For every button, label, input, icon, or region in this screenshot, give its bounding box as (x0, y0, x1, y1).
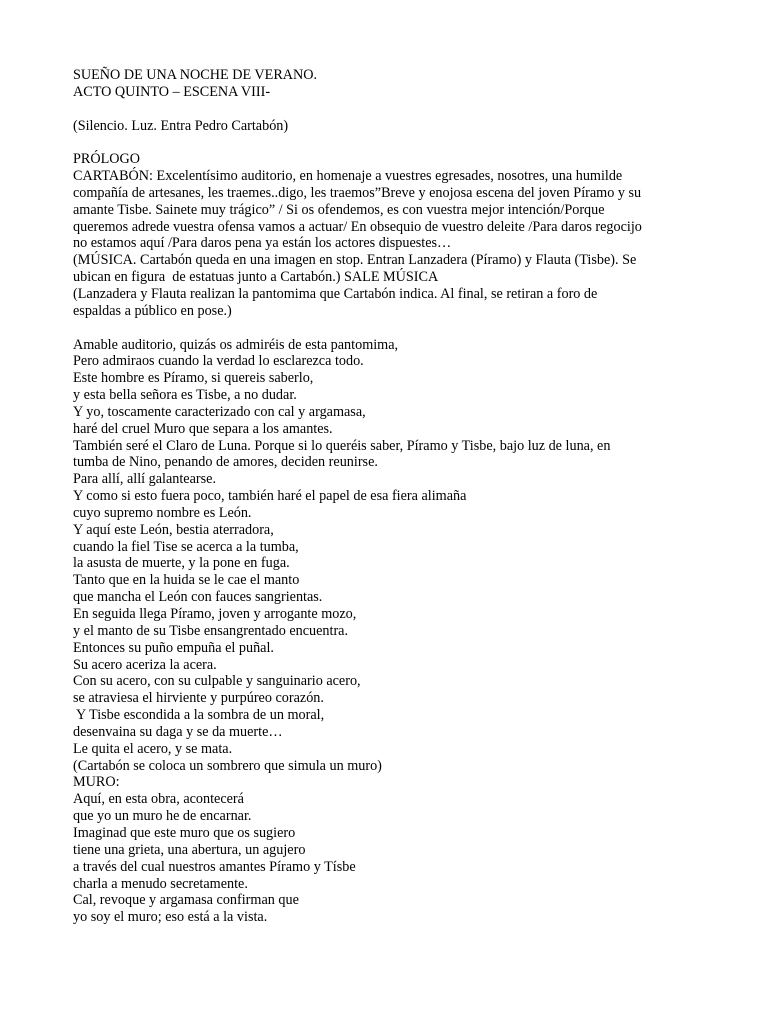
verse-line: y esta bella señora es Tisbe, a no dudar. (73, 387, 297, 404)
prologue-line: no estamos aquí /Para daros pena ya están los actores dispuestes… (73, 235, 452, 252)
verse-line: Con su acero, con su culpable y sanguinario acero, (73, 673, 361, 690)
verse-line: En seguida llega Píramo, joven y arrogante mozo, (73, 606, 357, 622)
verse-line: cuyo supremo nombre es León. (73, 504, 252, 521)
verse-line: Y Tisbe escondida a la sombra de un moral, (73, 707, 325, 724)
verse-line: Y como si esto fuera poco, también haré el papel de esa fiera alimaña (73, 488, 467, 505)
verse-line: Aquí, en esta obra, acontecerá (73, 791, 244, 808)
verse-line: Le quita el acero, y se mata. (73, 740, 233, 757)
prologue-line: (Lanzadera y Flauta realizan la pantomima que Cartabón indica. Al final, se retiran a foro de (73, 285, 598, 302)
verse-line: se atraviesa el hirviente y purpúreo corazón. (73, 690, 324, 707)
blank-line (73, 101, 713, 118)
opening-stage-direction: (Silencio. Luz. Entra Pedro Cartabón) (73, 117, 289, 134)
muro-speech (73, 791, 713, 926)
verse-line: Tanto que en la huida se le cae el manto (73, 572, 300, 589)
verse-line: a través del cual nuestros amantes Píramo y Tísbe (73, 858, 356, 875)
prologue-line: (MÚSICA. Cartabón queda en una imagen en stop. Entran Lanzadera (Píramo) y Flauta (Tisbe). Se (73, 252, 637, 269)
verse-line: tiene una grieta, una abertura, un agujero (73, 841, 306, 858)
verse-line: tumba de Nino, penando de amores, deciden reunirse. (73, 454, 378, 471)
verse-line: Este hombre es Píramo, si quereis saberlo, (73, 370, 314, 387)
verse-line: Su acero aceriza la acera. (73, 656, 217, 673)
blank-line (73, 134, 713, 151)
verse-line: desenvaina su daga y se da muerte… (73, 723, 283, 740)
verse-line: También seré el Claro de Luna. Porque si lo queréis saber, Píramo y Tisbe, bajo luz de luna, en (73, 437, 611, 454)
prologue-line: espaldas a público en pose.) (73, 302, 232, 319)
verse-line: charla a menudo secretamente. (73, 875, 248, 892)
verse-line: Y yo, toscamente caracterizado con cal y argamasa, (73, 403, 366, 420)
verse-line: Pero admiraos cuando la verdad lo esclarezca todo. (73, 353, 364, 370)
verse-line: yo soy el muro; eso está a la vista. (73, 909, 268, 926)
verse-line: y el manto de su Tisbe ensangrentado encuentra. (73, 622, 349, 639)
verse-line: Imaginad que este muro que os sugiero (73, 824, 296, 841)
verse-line: Para allí, allí galantearse. (73, 471, 216, 488)
prologue-line: CARTABÓN: Excelentísimo auditorio, en homenaje a vuestres egresades, nosotres, una humilde (73, 168, 623, 185)
blank-line (73, 320, 713, 337)
verse-line: la asusta de muerte, y la pone en fuga. (73, 555, 290, 572)
prologue-line: ubican en figura de estatuas junto a Cartabón.) SALE MÚSICA (73, 269, 439, 286)
prologue-line: queremos adrede vuestra ofensa vamos a actuar/ En obsequio de vuestro deleite /Para daros regocijo (73, 218, 642, 235)
muro-label: MURO: (73, 774, 120, 791)
verse-line: Entonces su puño empuña el puñal. (73, 639, 274, 656)
verse-line: Y aquí este León, bestia aterradora, (73, 521, 274, 538)
act-scene-subtitle: ACTO QUINTO – ESCENA VIII- (73, 83, 271, 100)
play-title: SUEÑO DE UNA NOCHE DE VERANO. (73, 67, 318, 83)
prologue-label: PRÓLOGO (73, 151, 141, 168)
verse-line: cuando la fiel Tise se acerca a la tumba, (73, 538, 299, 555)
cartabon-speech (73, 337, 713, 775)
document-page (73, 67, 713, 926)
prologue-line: compañía de artesanes, les traemes..digo, les traemos”Breve y enojosa escena del joven Píramo y su (73, 184, 642, 201)
verse-line: haré del cruel Muro que separa a los amantes. (73, 420, 333, 437)
verse-line: que yo un muro he de encarnar. (73, 808, 252, 825)
prologue-line: amante Tisbe. Sainete muy trágico” / Si os ofendemos, es con vuestra mejor intención/Porque (73, 201, 605, 218)
prologue-text (73, 168, 713, 320)
verse-line: Amable auditorio, quizás os admiréis de esta pantomima, (73, 336, 399, 353)
verse-line: que mancha el León con fauces sangrientas. (73, 589, 323, 606)
verse-line: (Cartabón se coloca un sombrero que simula un muro) (73, 757, 382, 774)
verse-line: Cal, revoque y argamasa confirman que (73, 892, 299, 909)
